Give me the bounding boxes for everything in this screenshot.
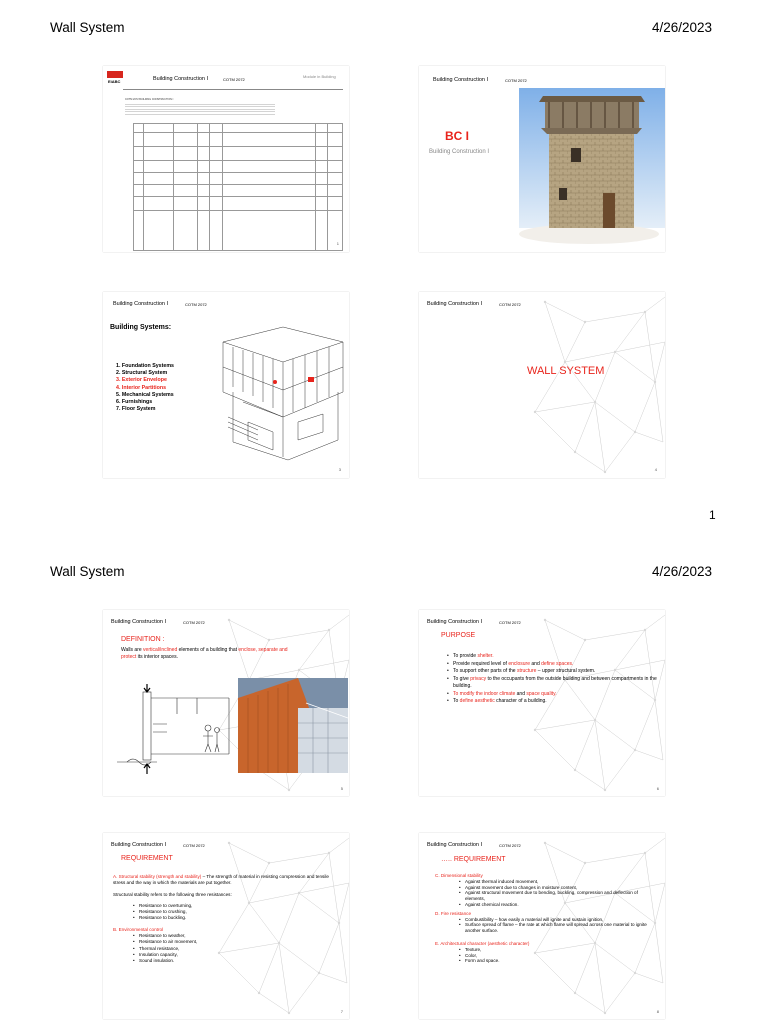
slide-thumbnail-6[interactable] bbox=[419, 610, 665, 796]
divider bbox=[123, 89, 343, 90]
slide-big-title: WALL SYSTEM bbox=[527, 365, 605, 377]
fire-item: • Combustibility – how easily a material will ignite and sustain ignition, bbox=[465, 917, 657, 923]
slide-page-number: 6 bbox=[656, 786, 659, 791]
resistance-item: • Resistance to overturning, bbox=[139, 903, 338, 909]
definition-text: Walls are vertical/inclined elements of a building that enclose, separate and protect its interior spaces. bbox=[121, 647, 288, 660]
stability-note: Structural stability refers to the following three resistances: bbox=[113, 891, 232, 897]
building-systems-list bbox=[116, 363, 174, 413]
architectural-character-label: E. Architectural character (aesthetic character) bbox=[435, 940, 530, 946]
slide-heading: Building Systems: bbox=[110, 324, 172, 331]
building-system-item: 3. Exterior Envelope bbox=[116, 377, 167, 384]
course-code: COTM 2072 bbox=[505, 78, 527, 83]
building-systems-drawing bbox=[213, 322, 345, 462]
slide-thumbnail-2[interactable] bbox=[419, 66, 665, 252]
slide-thumbnail-8[interactable] bbox=[419, 833, 665, 1019]
doc-text-lines bbox=[125, 102, 275, 116]
slide-thumbnail-7[interactable] bbox=[103, 833, 349, 1019]
purpose-item: • To modify the indoor climate and space quality. bbox=[453, 691, 663, 699]
environmental-item: • Insulation capacity, bbox=[139, 952, 338, 958]
slide-title: Building Construction I bbox=[113, 301, 169, 307]
structural-stability-item: A. Structural stability (strength and stability) – The strength of material in resisting compression and tensile stress and the way in which the materials are put together. bbox=[113, 874, 329, 886]
slide-page-number: 3 bbox=[338, 467, 341, 472]
building-system-item: 5. Mechanical Systems bbox=[116, 391, 174, 398]
course-code: COTM 2072 bbox=[183, 620, 205, 625]
page-header-date: 4/26/2023 bbox=[652, 564, 713, 579]
page-number: 1 bbox=[709, 508, 716, 522]
building-system-item: 6. Furnishings bbox=[116, 399, 153, 406]
slide-title: Building Construction I bbox=[433, 77, 489, 83]
environmental-item: • Sound insulation. bbox=[139, 958, 338, 964]
dimensional-list bbox=[455, 879, 657, 908]
resistance-item: • Resistance to crushing, bbox=[139, 909, 338, 915]
slide-title: Building Construction I bbox=[427, 842, 483, 848]
purpose-item: • To give privacy to the occupants from the outside building and between compartments in the building. bbox=[453, 676, 663, 691]
slide-heading: REQUIREMENT bbox=[121, 855, 173, 862]
resistances-list bbox=[129, 903, 338, 922]
course-code: COTM 2072 bbox=[499, 620, 521, 625]
purpose-item: • Provide required level of enclosure and define spaces. bbox=[453, 661, 663, 669]
stone-tower-image bbox=[519, 88, 665, 252]
page-header-title: Wall System bbox=[50, 20, 125, 35]
slide-page-number: 1 bbox=[336, 241, 339, 246]
requirement-body bbox=[113, 874, 338, 965]
modern-building-photo bbox=[238, 678, 348, 773]
building-system-item: 1. Foundation Systems bbox=[116, 363, 174, 369]
logo-text: EiABC bbox=[108, 79, 121, 84]
slide-page-number: 4 bbox=[654, 467, 657, 472]
architectural-item: • Color, bbox=[465, 953, 657, 959]
environmental-control-label: B. Environmental control bbox=[113, 926, 164, 932]
architectural-item: • Texture, bbox=[465, 947, 657, 953]
dimensional-item: • Against chemical reaction. bbox=[465, 902, 657, 908]
slide-title: Building Construction I bbox=[111, 619, 167, 625]
slide-heading: DEFINITION : bbox=[121, 636, 165, 643]
purpose-item: • To provide shelter. bbox=[453, 653, 663, 661]
course-code: COTM 2072 bbox=[499, 302, 521, 307]
environmental-item: • Resistance to air movement, bbox=[139, 939, 338, 945]
course-code: COTM 2072 bbox=[183, 843, 205, 848]
slide-page-number: 8 bbox=[656, 1009, 659, 1014]
requirement-body bbox=[435, 873, 657, 964]
slide-thumbnail-3[interactable] bbox=[103, 292, 349, 478]
slide-title: Building Construction I bbox=[111, 842, 167, 848]
fire-resistance-label: D. Fire resistance bbox=[435, 910, 471, 916]
environmental-list bbox=[129, 933, 338, 964]
resistance-item: • Resistance to buckling. bbox=[139, 915, 338, 921]
corner-text: Module in Building bbox=[303, 74, 336, 79]
dimensional-stability-label: C. Dimensional stability bbox=[435, 873, 483, 878]
fire-item: • Surface spread of flame – the rate at which flame will spread across one material to ignite another surface. bbox=[465, 922, 657, 934]
schedule-table bbox=[133, 123, 343, 251]
purpose-list bbox=[443, 653, 663, 706]
wall-section-drawing bbox=[117, 684, 237, 774]
building-system-item: 7. Floor System bbox=[116, 406, 156, 413]
purpose-item: • To define aesthetic character of a building. bbox=[453, 698, 663, 706]
course-code: COTM 2072 bbox=[223, 77, 245, 82]
architectural-item: • Form and space. bbox=[465, 958, 657, 964]
slide-title: Building Construction I bbox=[427, 619, 483, 625]
slide-page-number: 7 bbox=[340, 1009, 343, 1014]
slide-big-title: BC I bbox=[445, 129, 469, 143]
dimensional-item: • Against structural movement due to bending, buckling, compression and deflection of elements, bbox=[465, 890, 657, 902]
network-pattern bbox=[525, 292, 665, 478]
slide-title: Building Construction I bbox=[427, 301, 483, 307]
slide-page-number: 5 bbox=[340, 786, 343, 791]
purpose-item: • To support other parts of the structure – upper structural system. bbox=[453, 668, 663, 676]
slide-subtitle: Building Construction I bbox=[429, 149, 490, 155]
slide-heading: ….. REQUIREMENT bbox=[441, 856, 506, 863]
environmental-item: • Resistance to weather, bbox=[139, 933, 338, 939]
fire-list bbox=[455, 917, 657, 934]
architectural-list bbox=[455, 947, 657, 964]
dimensional-item: • Against thermal induced movement, bbox=[465, 879, 657, 885]
page-header-title: Wall System bbox=[50, 564, 125, 579]
slide-thumbnail-1[interactable] bbox=[103, 66, 349, 252]
course-code: COTM 2072 bbox=[499, 843, 521, 848]
table-heading: COTM 2072 BUILDING CONSTRUCTION I bbox=[125, 98, 174, 101]
building-system-item: 4. Interior Partitions bbox=[116, 384, 167, 391]
slide-thumbnail-4[interactable] bbox=[419, 292, 665, 478]
slide-heading: PURPOSE bbox=[441, 632, 476, 639]
logo-mark bbox=[107, 71, 123, 78]
course-code: COTM 2072 bbox=[185, 302, 207, 307]
dimensional-item: • Against movement due to changes in moisture content, bbox=[465, 885, 657, 891]
page-header-date: 4/26/2023 bbox=[652, 20, 713, 35]
slide-thumbnail-5[interactable] bbox=[103, 610, 349, 796]
slide-title: Building Construction I bbox=[153, 76, 209, 82]
environmental-item: • Thermal resistance, bbox=[139, 946, 338, 952]
building-system-item: 2. Structural System bbox=[116, 370, 168, 377]
